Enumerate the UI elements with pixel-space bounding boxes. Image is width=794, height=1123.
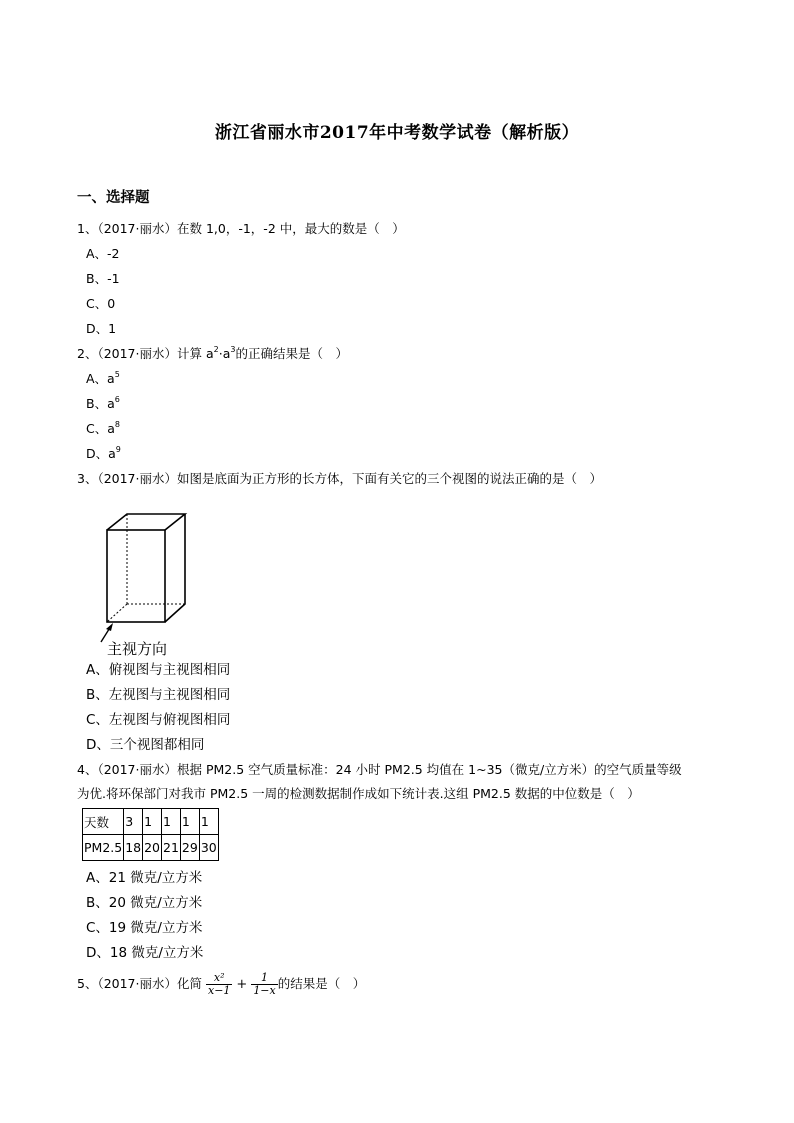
question-3-option-c: C、左视图与俯视图相同: [86, 712, 231, 728]
question-1-stem: 1、（2017·丽水）在数 1,0，-1，-2 中，最大的数是（ ）: [77, 221, 405, 236]
table-cell: 1: [162, 809, 181, 835]
table-cell: 30: [199, 835, 218, 861]
table-cell: 21: [162, 835, 181, 861]
question-4-stem-line-1: 4、（2017·丽水）根据 PM2.5 空气质量标准：24 小时 PM2.5 均值在 1~35（微克/立方米）的空气质量等级: [77, 762, 682, 777]
question-1-option-a: A、-2: [86, 246, 120, 261]
cuboid-figure: [97, 506, 207, 656]
cuboid-top-face: [107, 514, 185, 530]
question-3-option-b: B、左视图与主视图相同: [86, 687, 231, 703]
table-cell: PM2.5: [83, 835, 124, 861]
question-4-stem-line-2: 为优.将环保部门对我市 PM2.5 一周的检测数据制作成如下统计表.这组 PM2.5 数据的中位数是（ ）: [77, 786, 640, 801]
question-4-option-a: A、21 微克/立方米: [86, 870, 203, 886]
question-4-option-b: B、20 微克/立方米: [86, 895, 203, 911]
question-3-option-a: A、俯视图与主视图相同: [86, 662, 231, 678]
fraction-1-over-1-minus-x: $\frac{1}{1-x}$: [253, 971, 276, 997]
table-cell: 1: [180, 809, 199, 835]
question-2-option-d: D、$a^9$: [86, 444, 121, 461]
table-row: [83, 835, 219, 861]
table-cell: 1: [143, 809, 162, 835]
table-cell: 1: [199, 809, 218, 835]
cuboid-front-face: [107, 530, 165, 622]
page-title: 浙江省丽水市2017年中考数学试卷（解析版）: [214, 123, 580, 143]
fraction-x-squared-over-x-minus-1: $\frac{\text{x²}}{x-1}$: [207, 971, 231, 997]
question-3-option-d: D、三个视图都相同: [86, 737, 205, 753]
question-2-option-b: B、$a^6$: [86, 394, 120, 411]
table-cell: 29: [180, 835, 199, 861]
question-1-option-d: D、1: [86, 321, 117, 336]
cuboid-hidden-edge-diagonal: [107, 604, 127, 622]
section-heading: 一、选择题: [77, 190, 150, 206]
pm25-table: [82, 808, 219, 861]
question-5-stem: 5、（2017·丽水）化简 $\frac{\text{x²}}{x-1}$ + $\frac{1}{1-x}$ 的结果是（ ）: [77, 971, 366, 997]
question-4-option-d: D、18 微克/立方米: [86, 945, 204, 961]
question-3-stem: 3、（2017·丽水）如图是底面为正方形的长方体，下面有关它的三个视图的说法正确的是（ ）: [77, 471, 602, 486]
question-2-option-a: A、$a^5$: [86, 369, 120, 386]
question-1-option-b: B、-1: [86, 271, 120, 286]
table-cell: 20: [143, 835, 162, 861]
table-row: [83, 809, 219, 835]
view-direction-arrowhead: [106, 623, 113, 631]
question-4-option-c: C、19 微克/立方米: [86, 920, 203, 936]
view-direction-label: 主视方向: [107, 640, 168, 656]
question-2-stem: 2、（2017·丽水）计算 $a^2\cdot a^3$的正确结果是（ ）: [77, 344, 348, 361]
table-cell: 18: [124, 835, 143, 861]
cuboid-right-face: [165, 514, 185, 622]
question-1-option-c: C、0: [86, 296, 116, 311]
table-cell: 3: [124, 809, 143, 835]
table-cell: 天数: [83, 809, 124, 835]
question-2-option-c: C、$a^8$: [86, 419, 120, 436]
